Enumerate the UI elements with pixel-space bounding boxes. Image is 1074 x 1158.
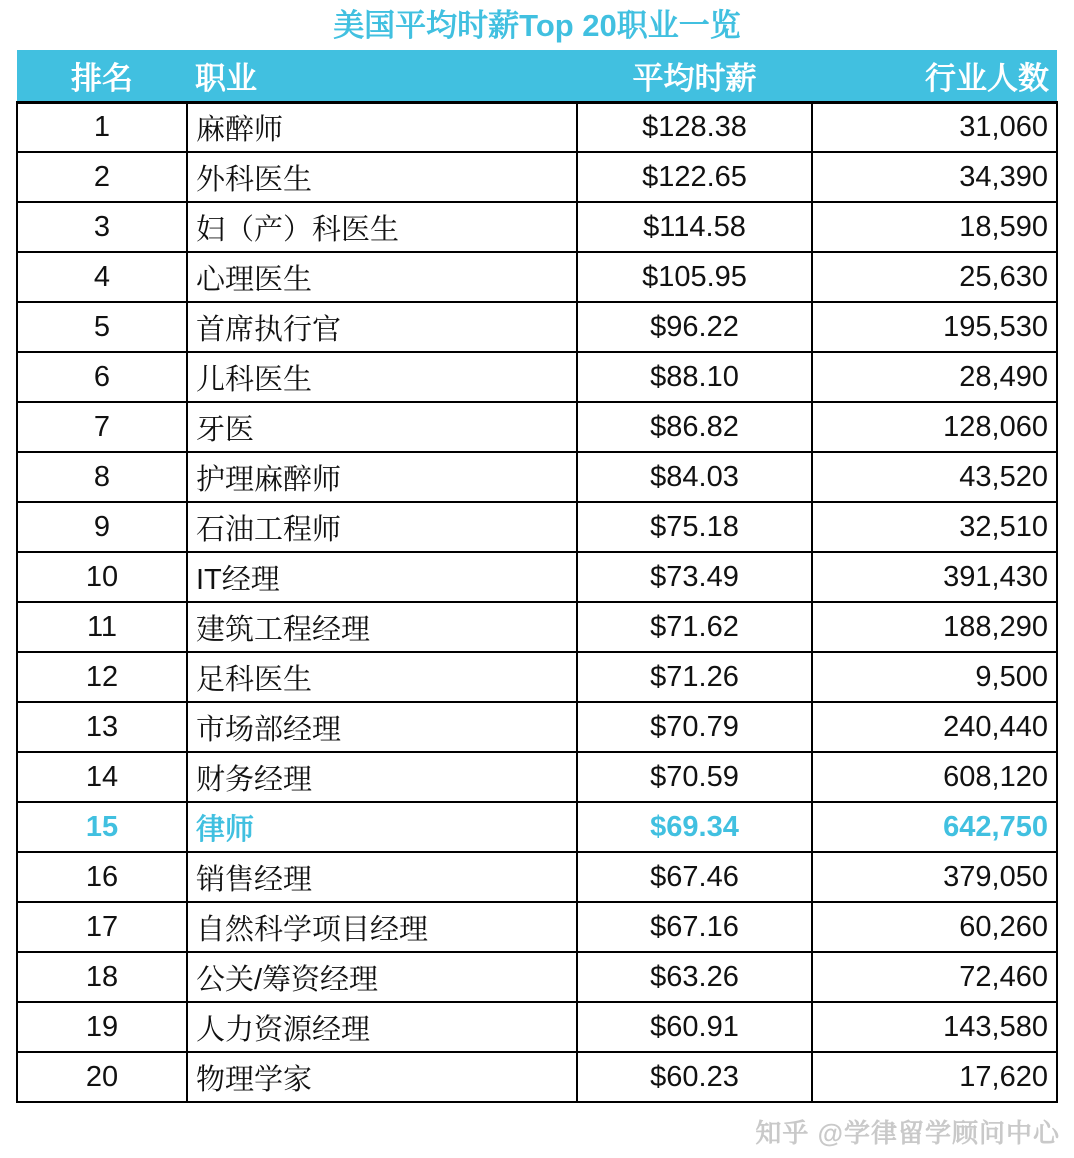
cell-rank: 4: [17, 252, 187, 302]
cell-job: 自然科学项目经理: [187, 902, 577, 952]
cell-job: IT经理: [187, 552, 577, 602]
cell-rank: 8: [17, 452, 187, 502]
table-row: [17, 852, 1057, 902]
table-row: [17, 802, 1057, 852]
cell-employment: 128,060: [812, 402, 1057, 452]
cell-rank: 14: [17, 752, 187, 802]
table-row: [17, 1052, 1057, 1102]
cell-rank: 1: [17, 102, 187, 152]
cell-wage: $86.82: [577, 402, 812, 452]
table-row: [17, 652, 1057, 702]
cell-wage: $70.79: [577, 702, 812, 752]
cell-job: 儿科医生: [187, 352, 577, 402]
table-row: [17, 952, 1057, 1002]
cell-job: 心理医生: [187, 252, 577, 302]
cell-wage: $60.23: [577, 1052, 812, 1102]
cell-wage: $60.91: [577, 1002, 812, 1052]
table-row: [17, 752, 1057, 802]
column-header-employment: 行业人数: [812, 50, 1057, 102]
cell-wage: $71.26: [577, 652, 812, 702]
cell-employment: 18,590: [812, 202, 1057, 252]
cell-job: 麻醉师: [187, 102, 577, 152]
cell-job: 石油工程师: [187, 502, 577, 552]
cell-wage: $128.38: [577, 102, 812, 152]
table-header-row: [17, 50, 1057, 102]
cell-rank: 7: [17, 402, 187, 452]
cell-wage: $122.65: [577, 152, 812, 202]
table-row: [17, 202, 1057, 252]
cell-wage: $96.22: [577, 302, 812, 352]
cell-job: 市场部经理: [187, 702, 577, 752]
cell-employment: 608,120: [812, 752, 1057, 802]
cell-rank: 15: [17, 802, 187, 852]
cell-employment: 28,490: [812, 352, 1057, 402]
table-row: [17, 452, 1057, 502]
cell-rank: 20: [17, 1052, 187, 1102]
table-row: [17, 352, 1057, 402]
cell-employment: 642,750: [812, 802, 1057, 852]
cell-job: 人力资源经理: [187, 1002, 577, 1052]
cell-wage: $88.10: [577, 352, 812, 402]
cell-job: 财务经理: [187, 752, 577, 802]
table-row: [17, 552, 1057, 602]
table-body: [17, 102, 1057, 1102]
cell-rank: 9: [17, 502, 187, 552]
cell-employment: 17,620: [812, 1052, 1057, 1102]
cell-rank: 5: [17, 302, 187, 352]
cell-wage: $70.59: [577, 752, 812, 802]
cell-wage: $63.26: [577, 952, 812, 1002]
cell-rank: 16: [17, 852, 187, 902]
cell-job: 首席执行官: [187, 302, 577, 352]
cell-employment: 379,050: [812, 852, 1057, 902]
cell-job: 外科医生: [187, 152, 577, 202]
cell-rank: 10: [17, 552, 187, 602]
table-row: [17, 152, 1057, 202]
cell-wage: $84.03: [577, 452, 812, 502]
cell-rank: 19: [17, 1002, 187, 1052]
table-row: [17, 302, 1057, 352]
cell-employment: 9,500: [812, 652, 1057, 702]
cell-employment: 240,440: [812, 702, 1057, 752]
cell-rank: 13: [17, 702, 187, 752]
cell-wage: $105.95: [577, 252, 812, 302]
cell-employment: 34,390: [812, 152, 1057, 202]
cell-employment: 391,430: [812, 552, 1057, 602]
table-row: [17, 502, 1057, 552]
cell-rank: 17: [17, 902, 187, 952]
cell-rank: 18: [17, 952, 187, 1002]
cell-wage: $67.46: [577, 852, 812, 902]
cell-job: 牙医: [187, 402, 577, 452]
cell-wage: $73.49: [577, 552, 812, 602]
table-row: [17, 1002, 1057, 1052]
cell-job: 律师: [187, 802, 577, 852]
cell-job: 公关/筹资经理: [187, 952, 577, 1002]
table-row: [17, 102, 1057, 152]
cell-employment: 143,580: [812, 1002, 1057, 1052]
page-title: 美国平均时薪Top 20职业一览: [333, 8, 741, 43]
cell-employment: 188,290: [812, 602, 1057, 652]
column-header-job: 职业: [187, 50, 577, 102]
cell-employment: 31,060: [812, 102, 1057, 152]
table-row: [17, 702, 1057, 752]
table-header: [17, 50, 1057, 102]
table-row: [17, 402, 1057, 452]
cell-wage: $67.16: [577, 902, 812, 952]
cell-employment: 25,630: [812, 252, 1057, 302]
table-row: [17, 902, 1057, 952]
cell-rank: 6: [17, 352, 187, 402]
column-header-rank: 排名: [17, 50, 187, 102]
cell-rank: 12: [17, 652, 187, 702]
cell-wage: $75.18: [577, 502, 812, 552]
cell-employment: 43,520: [812, 452, 1057, 502]
table-row: [17, 252, 1057, 302]
salary-table: [16, 50, 1058, 1103]
cell-rank: 11: [17, 602, 187, 652]
cell-wage: $114.58: [577, 202, 812, 252]
cell-job: 物理学家: [187, 1052, 577, 1102]
cell-employment: 60,260: [812, 902, 1057, 952]
cell-job: 建筑工程经理: [187, 602, 577, 652]
cell-job: 妇（产）科医生: [187, 202, 577, 252]
cell-rank: 2: [17, 152, 187, 202]
cell-wage: $69.34: [577, 802, 812, 852]
cell-employment: 72,460: [812, 952, 1057, 1002]
cell-wage: $71.62: [577, 602, 812, 652]
cell-job: 护理麻醉师: [187, 452, 577, 502]
table-row: [17, 602, 1057, 652]
cell-job: 销售经理: [187, 852, 577, 902]
cell-employment: 195,530: [812, 302, 1057, 352]
column-header-wage: 平均时薪: [577, 50, 812, 102]
cell-employment: 32,510: [812, 502, 1057, 552]
watermark: 知乎 @学律留学顾问中心: [755, 1118, 1060, 1148]
cell-rank: 3: [17, 202, 187, 252]
cell-job: 足科医生: [187, 652, 577, 702]
